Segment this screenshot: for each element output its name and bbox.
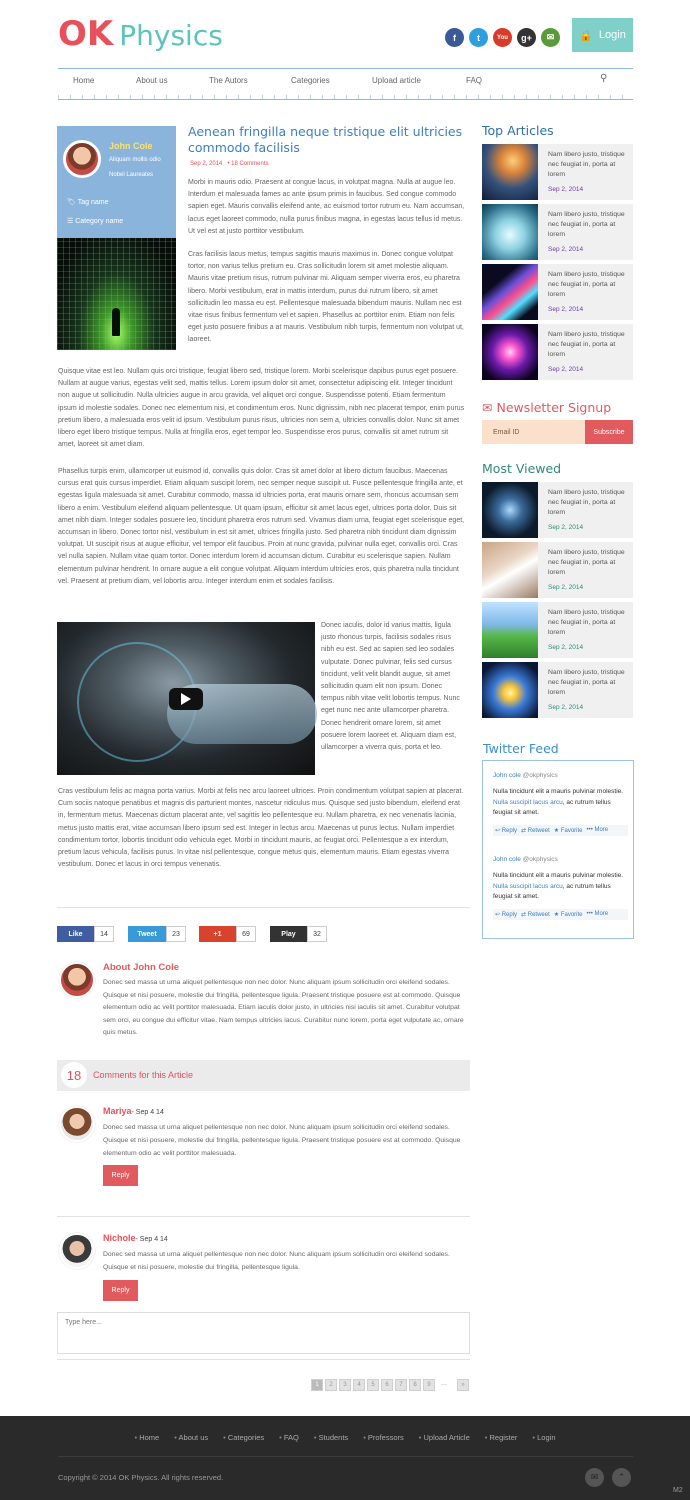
article-meta: Sep 2, 2014 • 18 Comments — [190, 161, 269, 167]
comment-text: Donec sed massa ut urna aliquet pellentesque non nec dolor. Nunc aliquam ipsum sollicitudin orci eleifend sodales. Quisque et nisi posuere, molestie dui fringilla, pellentesque ligula. Praesent tristique posuere est at commodo. Quisque elementum odio ac velit porttitor malesuada. — [103, 1124, 461, 1157]
top-articles-title: Top Articles — [482, 123, 554, 138]
item-date: Sep 2, 2014 — [548, 246, 584, 253]
article-hero-image — [57, 238, 176, 350]
author-card — [57, 126, 176, 238]
comment-avatar[interactable] — [59, 1106, 95, 1142]
comment-text: Donec sed massa ut urna aliquet pellentesque non nec dolor. Nunc aliquam ipsum sollicitudin orci eleifend sodales. Quisque et nisi posuere, molestie dui fringilla, pellentesque ligula. — [103, 1251, 450, 1271]
youtube-icon[interactable]: You — [493, 28, 512, 47]
item-text: Nam libero justo, tristique nec feugiat in, porta at lorem — [548, 549, 625, 576]
copyright: Copyright © 2014 OK Physics. All rights reserved. — [58, 1473, 224, 1482]
most-viewed-item[interactable] — [482, 482, 633, 538]
nav-about-us[interactable]: About us — [136, 75, 168, 85]
comments-header — [57, 1060, 470, 1091]
footer-divider — [58, 1456, 633, 1457]
item-date: Sep 2, 2014 — [548, 524, 584, 531]
nav-upload-article[interactable]: Upload article — [372, 75, 421, 85]
play-label: Play — [270, 926, 307, 942]
page-6[interactable]: 6 — [381, 1379, 393, 1391]
tweet-body — [493, 871, 628, 903]
newsletter-title — [482, 400, 611, 415]
nav-home[interactable]: Home — [73, 75, 95, 85]
tweet-count: 23 — [166, 926, 186, 942]
envelope-icon: ✉ — [482, 400, 493, 415]
list-icon: ☰ — [67, 218, 74, 225]
nav-faq[interactable]: FAQ — [466, 75, 483, 85]
like-label: Like — [57, 926, 94, 942]
article-date: Sep 2, 2014 — [190, 161, 223, 167]
about-avatar[interactable] — [59, 962, 95, 998]
article-thumbnail — [482, 602, 538, 658]
item-date: Sep 2, 2014 — [548, 584, 584, 591]
nav-ruler-decoration — [58, 92, 633, 100]
tweet-handle: @okphysics — [522, 772, 558, 779]
search-icon[interactable]: ⚲ — [600, 73, 608, 84]
item-text: Nam libero justo, tristique nec feugiat in, porta at lorem — [548, 609, 625, 636]
article-video[interactable] — [57, 622, 315, 775]
article-thumbnail — [482, 542, 538, 598]
email-icon[interactable]: ✉ — [585, 1468, 604, 1487]
plusone-label: +1 — [199, 926, 236, 942]
page-5[interactable]: 5 — [367, 1379, 379, 1391]
divider — [57, 1216, 470, 1217]
item-text: Nam libero justo, tristique nec feugiat in, porta at lorem — [548, 489, 625, 516]
reply-button[interactable]: Reply — [103, 1280, 138, 1301]
plusone-count: 69 — [236, 926, 256, 942]
tweet-retweet[interactable]: ⇄ Retweet — [521, 912, 550, 918]
login-label: Login — [598, 29, 626, 41]
author-tag[interactable] — [67, 198, 108, 206]
footer-link-students[interactable]: • Students — [314, 1433, 348, 1442]
tweet-button[interactable] — [128, 926, 186, 942]
nav-categories[interactable]: Categories — [291, 75, 330, 85]
most-viewed-item[interactable] — [482, 602, 633, 658]
author-category[interactable] — [67, 217, 123, 225]
footer-link-about-us[interactable]: • About us — [174, 1433, 208, 1442]
tweet-link[interactable]: Nulla suscipit lacus arcu — [493, 798, 563, 806]
footer-link-professors[interactable]: • Professors — [363, 1433, 404, 1442]
author-subtitle: Aliquam mollis odio — [109, 157, 161, 163]
play-button[interactable] — [270, 926, 327, 942]
version-label: M2 — [673, 1487, 683, 1494]
page-ellipsis: ... — [441, 1380, 447, 1387]
lock-icon: 🔒 — [579, 29, 593, 42]
item-date: Sep 2, 2014 — [548, 306, 584, 313]
tweet-reply[interactable]: ↩ Reply — [495, 828, 518, 834]
like-count: 14 — [94, 926, 114, 942]
tweet-reply[interactable]: ↩ Reply — [495, 912, 518, 918]
item-text: Nam libero justo, tristique nec feugiat in, porta at lorem — [548, 669, 625, 696]
tag-label: Tag name — [77, 199, 109, 206]
most-viewed-item[interactable] — [482, 662, 633, 718]
tweet-more[interactable]: ••• More — [586, 911, 609, 917]
footer-link-register[interactable]: • Register — [485, 1433, 518, 1442]
most-viewed-item[interactable] — [482, 542, 633, 598]
article-thumbnail — [482, 144, 538, 200]
login-button[interactable] — [572, 18, 633, 52]
top-article-item[interactable] — [482, 204, 633, 260]
divider — [57, 1359, 470, 1360]
tweet-favorite[interactable]: ★ Favorite — [553, 828, 583, 834]
item-date: Sep 2, 2014 — [548, 186, 584, 193]
play-count: 32 — [307, 926, 327, 942]
item-date: Sep 2, 2014 — [548, 366, 584, 373]
article-thumbnail — [482, 204, 538, 260]
article-title[interactable]: Aenean fringilla neque tristique elit ultricies commodo facilisis — [188, 124, 463, 155]
email-input[interactable]: Email ID — [482, 420, 585, 444]
comment-header — [103, 1233, 168, 1243]
footer-link-categories[interactable]: • Categories — [223, 1433, 264, 1442]
newsletter-form — [482, 420, 633, 444]
play-icon[interactable] — [169, 688, 203, 710]
tweet-actions — [493, 825, 628, 836]
tweet-text-end: , ac rutrum tellus feugiat sit amet. — [493, 882, 611, 900]
item-text: Nam libero justo, tristique nec feugiat in, porta at lorem — [548, 211, 625, 238]
footer-link-faq[interactable]: • FAQ — [279, 1433, 299, 1442]
tag-icon: 🏷 — [67, 199, 76, 206]
comment-date: - Sep 4 14 — [131, 1109, 164, 1116]
tweet-text: Nulla tincidunt elit a mauris pulvinar molestie. — [493, 788, 624, 795]
site-footer — [0, 1416, 690, 1500]
top-article-item[interactable] — [482, 264, 633, 320]
item-date: Sep 2, 2014 — [548, 644, 584, 651]
footer-link-upload-article[interactable]: • Upload Article — [419, 1433, 470, 1442]
category-label: Category name — [75, 218, 124, 225]
tweet-body — [493, 787, 628, 819]
footer-nav — [0, 1433, 690, 1442]
tweet-handle: @okphysics — [522, 856, 558, 863]
footer-link-login[interactable]: • Login — [532, 1433, 555, 1442]
twitter-feed-title: Twitter Feed — [483, 741, 559, 756]
comments-count: 18 — [61, 1062, 87, 1088]
most-viewed-title: Most Viewed — [482, 461, 562, 476]
subscribe-button[interactable]: Subscribe — [585, 420, 633, 444]
newsletter-label: Newsletter Signup — [496, 400, 612, 415]
site-logo[interactable] — [58, 14, 223, 54]
facebook-icon[interactable]: f — [445, 28, 464, 47]
article-thumbnail — [482, 662, 538, 718]
article-paragraph-4: Phasellus turpis enim, ullamcorper ut euismod id, convallis quis dolor. Cras sit amet dolor at libero dictum faucibus. Maecenas cursus erat quis cursus imperdiet. Etiam aliquam suscipit lorem, nec semper neque suscipit ut. Fusce pellentesque fringilla ante, et egestas ligula malesuada sit amet. Curabitur commodo, massa id ultricies porta, erat mauris ornare sem, rhoncus accumsan sem libero a enim. Vestibulum eleifend aliquam pellentesque. Ut quam ipsum, efficitur sit amet lacus eget, ultrices porta dolor. Duis sit amet nibh diam. Integer sodales posuere leo, tincidunt pharetra eros rutrum sed. Vivamus diam urna, feugiat eget scelerisque eget, accumsan in libero. Donec tortor nisl, vestibulum in est sit amet, ultrices fringilla justo. Sed pharetra nibh tincidunt diam dignissim volutpat. Ut suscipit risus at augue efficitur, vel tempor elit faucibus. Proin at nunc gravida, pulvinar nulla eget, convallis orci. Cras vel nulla sapien. Nullam vitae quam tortor. Donec interdum lorem id accumsan dictum. Curabitur eu scelerisque sapien. Nullam elementum pulvinar hendrerit. In ornare augue a elit congue volutpat. Aliquam interdum ultricies eros, quis pharetra nulla tincidunt vel. Praesent at pretium diam, vel lobortis arcu. Integer interdum enim et sodales facilisis. — [58, 468, 465, 585]
comment-author[interactable]: Mariya — [103, 1106, 132, 1116]
tweet-retweet[interactable]: ⇄ Retweet — [521, 828, 550, 834]
tweet-favorite[interactable]: ★ Favorite — [553, 912, 583, 918]
tweet-label: Tweet — [128, 926, 166, 942]
comment-input[interactable]: Type here... — [57, 1312, 470, 1354]
comment-header — [103, 1106, 164, 1116]
top-article-item[interactable] — [482, 324, 633, 380]
nav-the-autors[interactable]: The Autors — [209, 75, 248, 85]
tweet-user[interactable]: John cole — [493, 772, 521, 779]
author-award: Nobel Laureates — [109, 172, 154, 178]
page-next[interactable]: » — [457, 1379, 469, 1391]
page-2[interactable]: 2 — [325, 1379, 337, 1391]
page-4[interactable]: 4 — [353, 1379, 365, 1391]
page-8[interactable]: 8 — [409, 1379, 421, 1391]
article-paragraph-1: Morbi in mauris odio. Praesent at congue lacus, in volutpat magna. Nulla at augue leo. Interdum et malesuada fames ac ante ipsum primis in faucibus. Sed congue commodo sapien eget. Mauris convallis eleifend ante, ac euismod tortor rutrum eu. Nam accumsan, lacus eget laoreet commodo, nulla purus finibus magna, in egestas lacus tellus id metus. Ut vel est at justo porttitor vestibulum. — [188, 179, 465, 235]
divider — [57, 907, 470, 908]
logo-physics: Physics — [119, 19, 223, 52]
like-button[interactable] — [57, 926, 114, 942]
page-7[interactable]: 7 — [395, 1379, 407, 1391]
tweet-actions — [493, 909, 628, 920]
tweet-header — [493, 856, 558, 863]
comments-label: Comments for this Article — [93, 1070, 194, 1080]
footer-link-home[interactable]: • Home — [134, 1433, 159, 1442]
logo-ok: OK — [58, 14, 114, 54]
twitter-feed — [482, 760, 634, 939]
article-thumbnail — [482, 264, 538, 320]
author-name[interactable]: John Cole — [109, 141, 153, 151]
article-comments-link[interactable]: 18 Comments — [231, 161, 269, 167]
tweet-link[interactable]: Nulla suscipit lacus arcu — [493, 882, 563, 890]
email-icon[interactable]: ✉ — [541, 28, 560, 47]
tweet-text-end: , ac rutrum tellus feugiat sit amet. — [493, 798, 611, 816]
page-1[interactable]: 1 — [311, 1379, 323, 1391]
author-avatar[interactable] — [63, 140, 101, 178]
tweet-header — [493, 772, 558, 779]
googleplus-icon[interactable]: g+ — [517, 28, 536, 47]
tweet-user[interactable]: John cole — [493, 856, 521, 863]
article-paragraph-5: Donec iaculis, dolor id varius mattis, ligula justo rhoncus turpis, facilisis sodales risus nibh eu est. Sed ac sapien sed leo sodales vulputate. Donec pulvinar, felis sed cursus tincidunt, velit velit blandit augue, sit amet sollicitudin quam elit non ipsum. Donec tempus nibh vitae velit lobortis tempus. Nunc eget nunc nec ante ullamcorper pharetra. Donec hendrerit ornare lorem, sit amet posuere lorem laoreet et. Aliquam diam est, ullamcorper a viverra quis, porta et leo. — [321, 622, 460, 752]
page-3[interactable]: 3 — [339, 1379, 351, 1391]
tweet-more[interactable]: ••• More — [586, 827, 609, 833]
article-paragraph-2: Cras facilisis lacus metus, tempus sagittis mauris maximus in. Donec congue volutpat tortor, non varius tellus pretium eu. Cras sollicitudin lorem sit amet molestie aliquam. Mauris vitae pretium risus, rutrum pulvinar mi. Aliquam semper viverra eros, eu pharetra libero. Morbi vestibulum, erat in mattis interdum, purus dui rutrum libero, sit amet sollicitudin leo massa eu est. Pellentesque malesuada bibendum mauris. Nullam nec est vitae risus finibus fermentum vel et sapien. Phasellus ac porttitor enim. Etiam non felis eget justo posuere finibus a at mauris. Vestibulum nibh turpis, fermentum non volutpat ut, laoreet. — [188, 251, 464, 344]
tweet-text: Nulla tincidunt elit a mauris pulvinar molestie. — [493, 872, 624, 879]
article-paragraph-6: Cras vestibulum felis ac magna porta varius. Morbi at felis nec arcu laoreet ultrices. Proin condimentum volutpat sapien at placerat. Cum sociis natoque penatibus et magnis dis parturient montes, nascetur ridiculus mus. Quisque sed justo bibendum, eleifend erat in, fermentum metus. Maecenas dictum placerat ante, vel sagittis leo pellentesque eu. Nullam pharetra, ex nec venenatis lacinia, metus justo mattis erat, vitae accumsan libero ipsum sed est. Integer in lectus arcu. Maecenas ut purus lectus. Nullam imperdiet condimentum tortor, lobortis tincidunt odio vehicula eget. Morbi in tincidunt mauris, ac feugiat orci. Pellentesque a ex interdum, pretium lacus vehicula, facilisis purus. In vitae nisl pellentesque, congue metus quis, elementum mauris. Etiam egestas viverra vestibulum. Donec et lacus in orci tempus venenatis. — [58, 788, 464, 869]
main-nav — [58, 69, 633, 91]
item-text: Nam libero justo, tristique nec feugiat in, porta at lorem — [548, 331, 625, 358]
item-text: Nam libero justo, tristique nec feugiat in, porta at lorem — [548, 151, 625, 178]
comment-avatar[interactable] — [59, 1233, 95, 1269]
top-article-item[interactable] — [482, 144, 633, 200]
comment-author[interactable]: Nichole — [103, 1233, 136, 1243]
article-paragraph-3: Quisque vitae est leo. Nullam quis orci tristique, feugiat libero sed, tristique lorem. Morbi scelerisque dapibus purus eget posuere. Nullam at augue varius, egestas velit sed, mattis tellus. Lorem ipsum dolor sit amet, consectetur adipiscing elit. Integer tincidunt non augue ut sollicitudin. Nulla ultricies augue in arcu gravida, vel aliquet orci congue. Suspendisse potenti. Etiam fermentum ipsum id molestie sodales. Donec nec elementum nisi, et condimentum eros. Nunc dignissim, nibh nec placerat tempor, enim purus pretium libero, a malesuada eros velit id ipsum. Vestibulum purus risus, ultricies non sem a, ultricies convallis dolor. Nunc sit amet libero eget libero tristique tempus. Nulla at fringilla eros, eget tempor leo. Suspendisse eros purus, convallis sit amet rutrum sit amet, laoreet sit amet diam. — [58, 368, 465, 449]
googleplus-button[interactable] — [199, 926, 256, 942]
item-date: Sep 2, 2014 — [548, 704, 584, 711]
article-thumbnail — [482, 324, 538, 380]
page-9[interactable]: 9 — [423, 1379, 435, 1391]
chevron-up-icon[interactable]: ⌃ — [612, 1468, 631, 1487]
article-thumbnail — [482, 482, 538, 538]
twitter-icon[interactable]: t — [469, 28, 488, 47]
about-text: Donec sed massa ut urna aliquet pellentesque non nec dolor. Nunc aliquam ipsum sollicitudin orci eleifend sodales. Quisque et nisi posuere, molestie dui fringilla, pellentesque ligula. Praesent tristique posuere est at commodo. Quisque elementum odio ac velit porttitor malesuada. Etiam iaculis dolor justo, in ultricies nisi iaculis sit amet. Curabitur volutpat sem orci, eu congue dui efficitur vitae. Nam tempus ultricies lacus. Curabitur nunc lorem, porta eget vulputate ac, ornare quis metus. — [103, 979, 464, 1036]
comment-date: - Sep 4 14 — [135, 1236, 168, 1243]
reply-button[interactable]: Reply — [103, 1165, 138, 1186]
about-title: About John Cole — [103, 962, 179, 973]
item-text: Nam libero justo, tristique nec feugiat in, porta at lorem — [548, 271, 625, 298]
